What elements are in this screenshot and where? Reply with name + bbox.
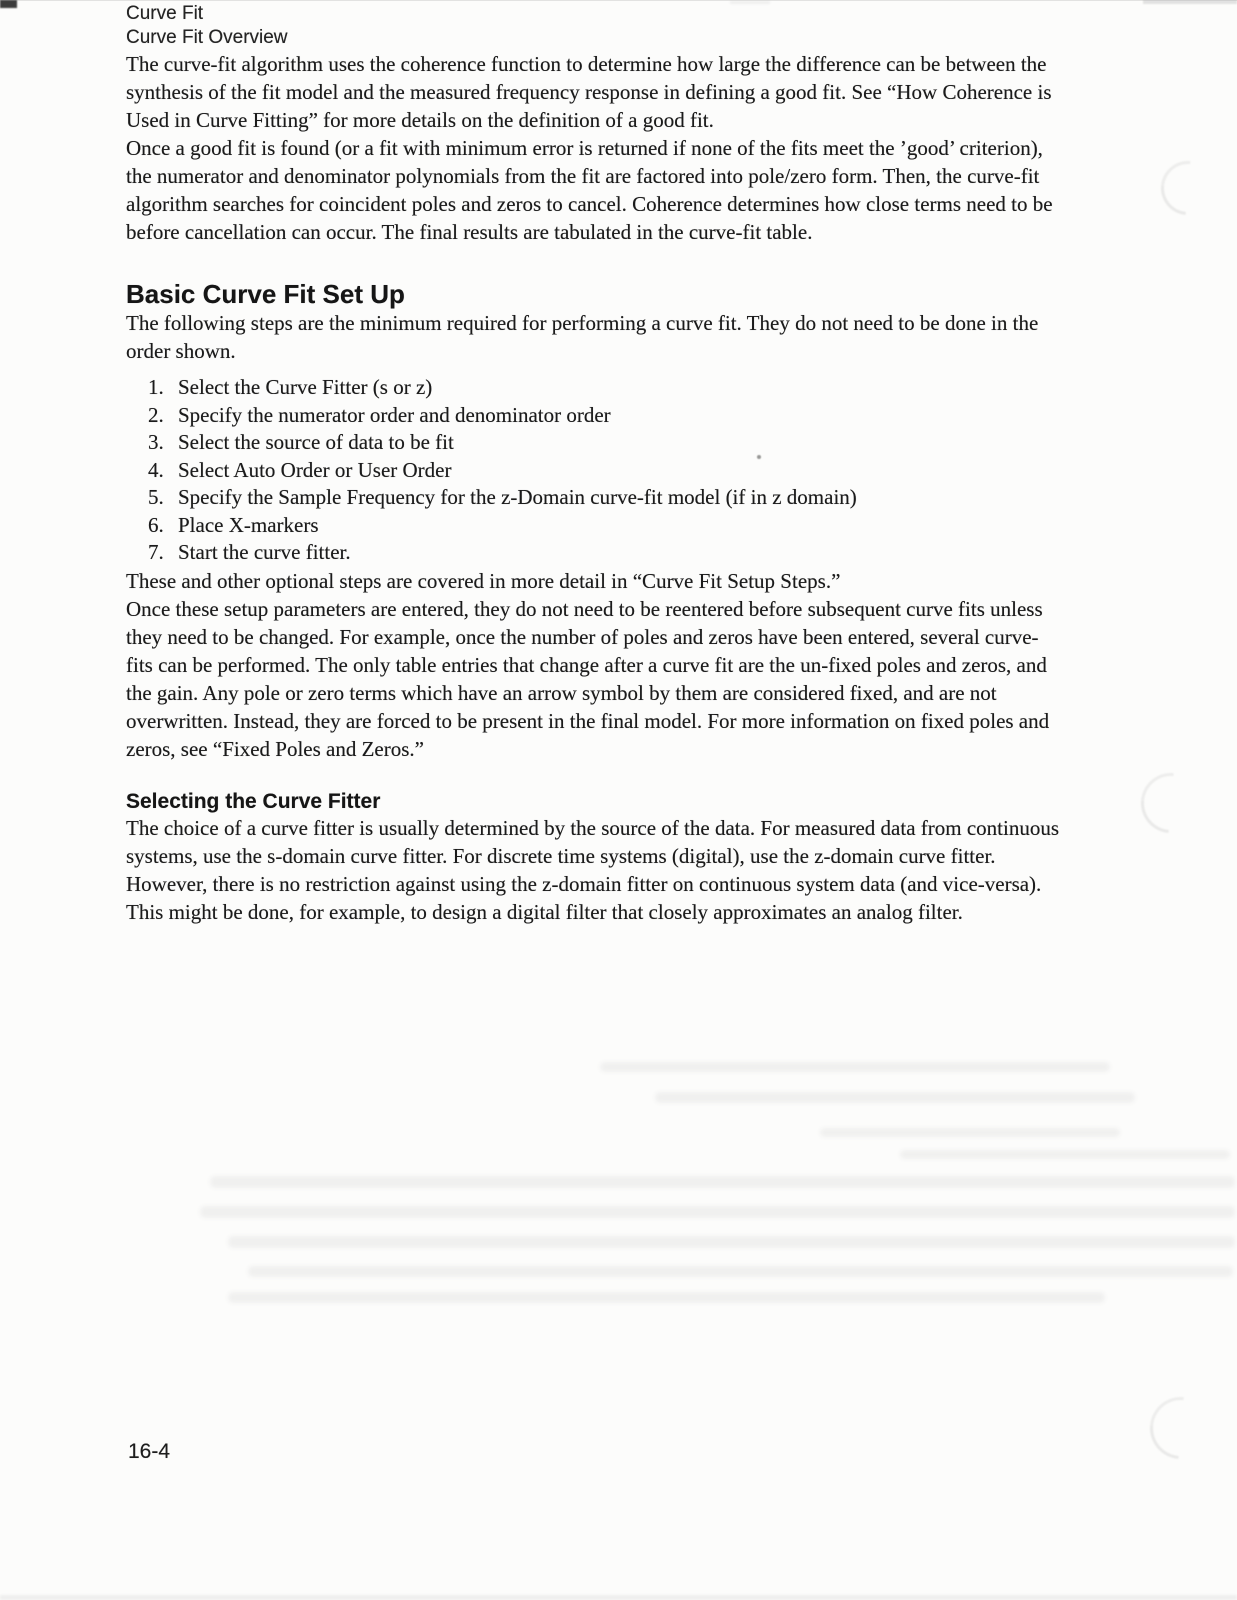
subsection-heading-selecting-the-curve-fitter: Selecting the Curve Fitter	[126, 789, 381, 813]
ghost-text-line	[228, 1292, 1105, 1303]
running-header	[126, 0, 1062, 50]
setup-step	[178, 484, 1062, 512]
setup-step-label: Specify the numerator order and denominator order	[178, 402, 611, 427]
scan-edge-artifact	[1143, 0, 1237, 4]
binder-ring-ghost	[1137, 1384, 1224, 1471]
setup-step	[178, 374, 1062, 402]
setup-step-label: Select the Curve Fitter (s or z)	[178, 375, 433, 399]
setup-step	[178, 457, 1062, 485]
paragraph-steps-followup: These and other optional steps are covered in more detail in “Curve Fit Setup Steps.”	[126, 568, 841, 593]
binder-ring-ghost	[1150, 150, 1226, 226]
setup-steps-list	[126, 374, 1062, 567]
setup-step	[178, 512, 1062, 540]
setup-step-label: Specify the Sample Frequency for the z-Domain curve-fit model (if in z domain)	[178, 485, 857, 509]
ghost-text-line	[200, 1206, 1235, 1218]
setup-step-label: Select the source of data to be fit	[178, 430, 454, 454]
toner-speck	[757, 455, 761, 459]
page-body	[126, 0, 1062, 926]
setup-step-label: Start the curve fitter.	[178, 540, 351, 564]
scan-edge-artifact	[0, 1595, 1237, 1600]
setup-step-label: Place X-markers	[178, 512, 319, 537]
ghost-text-line	[248, 1266, 1233, 1277]
setup-step	[178, 402, 1062, 430]
setup-step	[178, 539, 1062, 567]
paragraph-parameters: Once these setup parameters are entered, they do not need to be reentered before subsequent curve fits unless they need to be changed. For example, once the number of poles and zeros have been entered, several curve-fits can be performed. The only table entries that change after a curve fit are the un-fixed poles and zeros, and the gain. Any pole or zero terms which have an arrow symbol by them are considered fixed, and are not overwritten. Instead, they are forced to be present in the final model. For more information on fixed poles and zeros, see “Fixed Poles and Zeros.”	[126, 596, 1050, 761]
scan-edge-artifact	[0, 0, 17, 8]
ghost-text-line	[600, 1062, 1110, 1072]
running-header-section: Curve Fit Overview	[126, 27, 288, 48]
running-header-chapter: Curve Fit	[126, 3, 204, 24]
paragraph-good-fit: Once a good fit is found (or a fit with minimum error is returned if none of the fits meet the ’good’ criterion), the numerator and denominator polynomials from the fit are factored into pole/zero form. Then, the curve-fit algorithm searches for coincident poles and zeros to cancel. Coherence determines how close terms need to be before cancellation can occur. The final results are tabulated in the curve-fit table.	[126, 136, 1053, 244]
page-number: 16-4	[128, 1440, 171, 1463]
ghost-text-line	[655, 1092, 1135, 1103]
setup-step	[178, 429, 1062, 457]
ghost-text-line	[820, 1128, 1120, 1137]
paragraph-selecting: The choice of a curve fitter is usually determined by the source of the data. For measured data from continuous systems, use the s-domain curve fitter. For discrete time systems (digital), use the z-domain curve fitter. However, there is no restriction against using the z-domain fitter on continuous system data (and vice-versa). This might be done, for example, to design a digital filter that closely approximates an analog filter.	[126, 815, 1060, 924]
paragraph-steps-intro: The following steps are the minimum required for performing a curve fit. They do not need to be done in the order shown.	[126, 311, 1039, 363]
paragraph-coherence: The curve-fit algorithm uses the coherence function to determine how large the difference can be between the synthesis of the fit model and the measured frequency response in defining a good fit. See “How Coherence is Used in Curve Fitting” for more details on the definition of a good fit.	[126, 52, 1052, 132]
section-heading-basic-curve-fit-set-up: Basic Curve Fit Set Up	[126, 279, 405, 309]
ghost-text-line	[210, 1176, 1235, 1188]
setup-step-label: Select Auto Order or User Order	[178, 457, 452, 482]
ghost-text-line	[228, 1236, 1235, 1248]
binder-ring-ghost	[1129, 761, 1214, 846]
ghost-text-line	[900, 1150, 1230, 1159]
